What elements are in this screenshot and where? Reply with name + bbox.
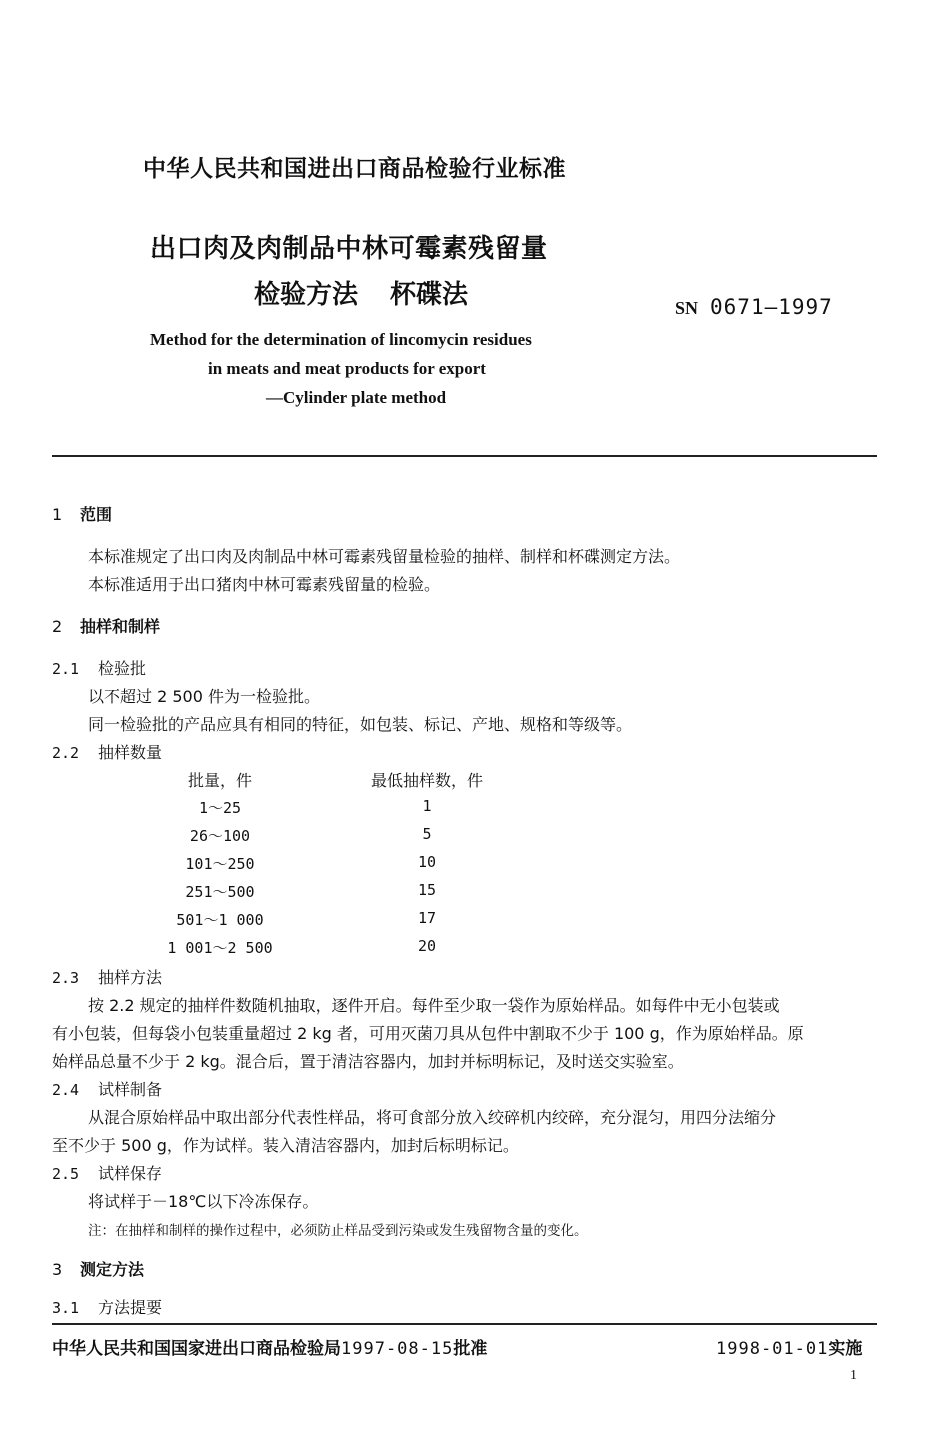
english-title-line2: in meats and meat products for export <box>208 359 486 378</box>
section-title: 测定方法 <box>80 1260 145 1279</box>
table-row-min: 17 <box>417 909 437 927</box>
section-2-3-line-2: 有小包装，但每袋小包装重量超过 2 kg 者，可用灭菌刀具从包件中割取不少于 100 g，作为原始样品。原 <box>52 1024 804 1043</box>
section-2-5-paragraph: 将试样于－18℃以下冷冻保存。 <box>88 1192 319 1211</box>
page-number: 1 <box>850 1368 857 1383</box>
table-row-min: 10 <box>417 853 437 871</box>
section-2-1-heading <box>52 656 146 679</box>
section-number: 2.3 <box>52 969 80 987</box>
section-2-4-heading <box>52 1077 162 1100</box>
section-number: 3.1 <box>52 1299 80 1317</box>
section-title: 检验批 <box>98 659 147 678</box>
section-2-4-line-1: 从混合原始样品中取出部分代表性样品，将可食部分放入绞碎机内绞碎，充分混匀，用四分法缩分 <box>88 1108 777 1127</box>
section-2-3-line-1: 按 2.2 规定的抽样件数随机抽取，逐件开启。每件至少取一袋作为原始样品。如每件中无小包装或 <box>88 996 780 1015</box>
section-title: 方法提要 <box>98 1298 163 1317</box>
section-2-4-line-2: 至不少于 500 g，作为试样。装入清洁容器内，加封后标明标记。 <box>52 1136 519 1155</box>
section-number: 1 <box>52 505 63 524</box>
table-row-batch: 26～100 <box>189 827 251 845</box>
section-number: 2.5 <box>52 1165 80 1183</box>
table-header-batch: 批量，件 <box>187 771 252 790</box>
standard-code-prefix: SN <box>675 298 699 318</box>
approval-suffix: 批准 <box>453 1339 488 1359</box>
table-row-min: 5 <box>422 825 432 843</box>
table-row-batch: 251～500 <box>185 883 255 901</box>
footer-divider <box>52 1323 877 1325</box>
english-title-line1: Method for the determination of lincomycin residues <box>150 330 532 349</box>
table-row-batch: 1 001～2 500 <box>167 939 273 957</box>
standard-code-number: 0671—1997 <box>710 295 833 319</box>
document-title-line2 <box>254 274 468 311</box>
title-part-cylinder: 杯碟法 <box>390 280 469 310</box>
table-row-batch: 501～1 000 <box>176 911 264 929</box>
table-row-batch: 101～250 <box>185 855 255 873</box>
section-3-heading <box>52 1257 144 1280</box>
approval-organization: 中华人民共和国国家进出口商品检验局 <box>52 1339 341 1359</box>
section-1-heading <box>52 502 112 525</box>
table-row-min: 1 <box>422 797 432 815</box>
document-title-line1: 出口肉及肉制品中林可霉素残留量 <box>150 234 548 264</box>
table-row-min: 20 <box>417 937 437 955</box>
standard-category: 中华人民共和国进出口商品检验行业标准 <box>143 156 566 182</box>
section-number: 2 <box>52 617 63 636</box>
section-2-3-line-3: 始样品总量不少于 2 kg。混合后，置于清洁容器内，加封并标明标记，及时送交实验室。 <box>52 1052 684 1071</box>
section-number: 2.1 <box>52 660 80 678</box>
section-2-5-heading <box>52 1161 162 1184</box>
section-2-1-paragraph-1: 以不超过 2 500 件为一检验批。 <box>88 687 320 706</box>
section-2-3-heading <box>52 965 162 988</box>
section-1-paragraph-2: 本标准适用于出口猪肉中林可霉素残留量的检验。 <box>88 575 441 594</box>
section-number: 3 <box>52 1260 63 1279</box>
table-header-min-samples: 最低抽样数，件 <box>370 771 483 790</box>
title-part-method: 检验方法 <box>254 280 359 310</box>
approval-date: 1997-08-15 <box>341 1339 454 1359</box>
section-number: 2.4 <box>52 1081 80 1099</box>
section-number: 2.2 <box>52 744 80 762</box>
section-title: 抽样和制样 <box>80 617 161 636</box>
effective-statement <box>716 1334 862 1359</box>
section-2-5-note: 注：在抽样和制样的操作过程中，必须防止样品受到污染或发生残留物含量的变化。 <box>88 1223 588 1239</box>
standard-code <box>675 295 833 319</box>
effective-suffix: 实施 <box>828 1339 863 1359</box>
effective-date: 1998-01-01 <box>716 1339 829 1359</box>
english-title-line3: —Cylinder plate method <box>266 388 447 407</box>
section-2-1-paragraph-2: 同一检验批的产品应具有相同的特征，如包装、标记、产地、规格和等级等。 <box>88 715 633 734</box>
section-title: 试样保存 <box>98 1164 163 1183</box>
approval-statement <box>52 1334 487 1359</box>
section-2-heading <box>52 614 160 637</box>
table-row-min: 15 <box>417 881 437 899</box>
section-title: 抽样数量 <box>98 743 163 762</box>
section-1-paragraph-1: 本标准规定了出口肉及肉制品中林可霉素残留量检验的抽样、制样和杯碟测定方法。 <box>88 547 681 566</box>
section-3-1-heading <box>52 1295 162 1318</box>
header-divider <box>52 455 877 457</box>
section-title: 试样制备 <box>98 1080 163 1099</box>
section-2-2-heading <box>52 740 162 763</box>
section-title: 抽样方法 <box>98 968 163 987</box>
table-row-batch: 1～25 <box>198 799 242 817</box>
section-title: 范围 <box>80 505 113 524</box>
